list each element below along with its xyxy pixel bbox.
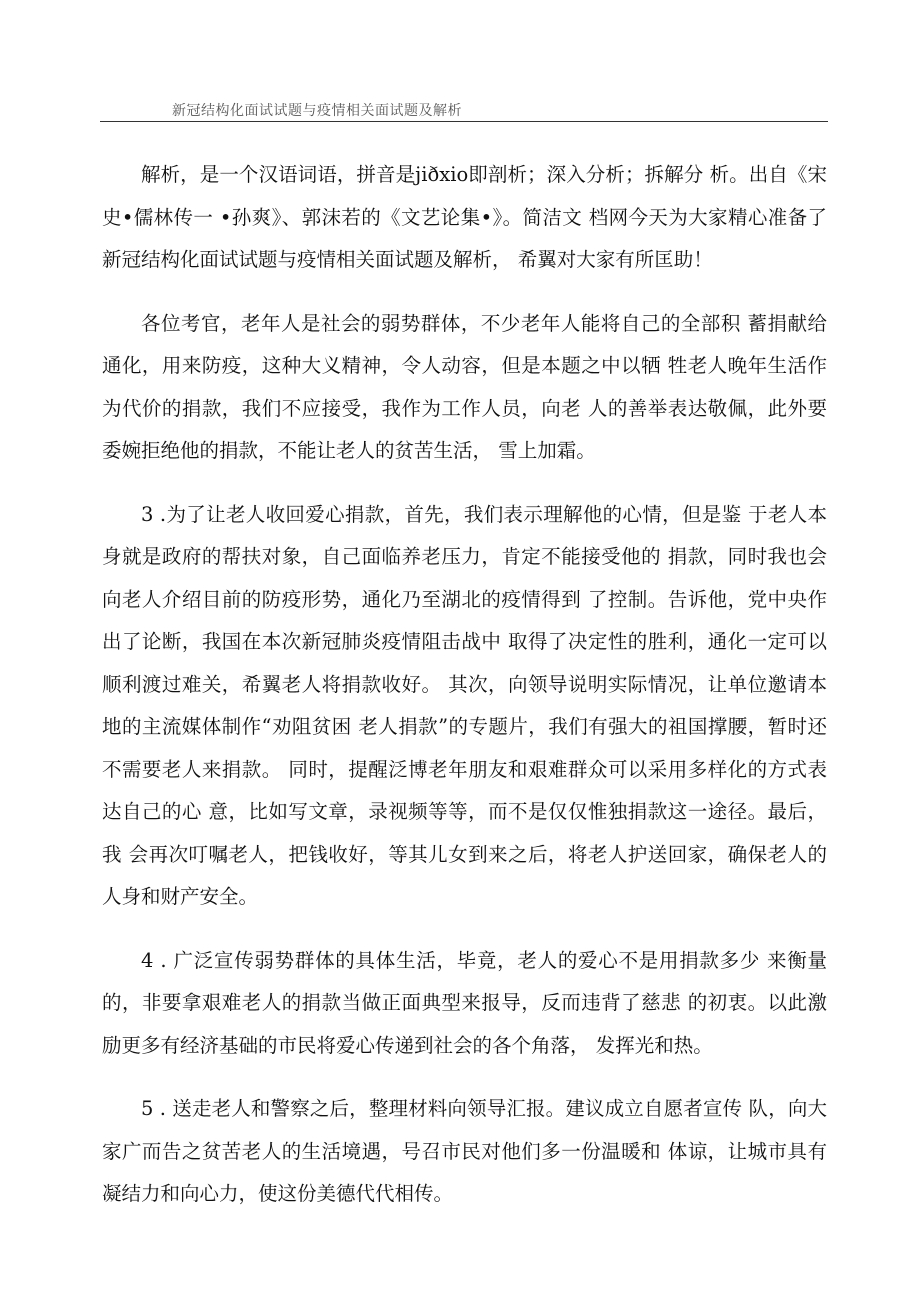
header-divider (100, 121, 828, 122)
paragraph-intro: 解析，是一个汉语词语，拼音是jiðxio即剖析；深入分析；拆解分 析。出自《宋史•儒林传一 •孙爽》、郭沫若的《文艺论集•》。简洁文 档网今天为大家精心准备了新冠结构化面试试题与疫情相关面试题及解析， 希翼对大家有所匡助！ (102, 163, 827, 271)
paragraph-answer-5: 5 . 送走老人和警察之后，整理材料向领导汇报。建议成立自愿者宣传 队，向大家广而告之贫苦老人的生活境遇，号召市民对他们多一份温暖和 体谅，让城市具有凝结力和向心力，使这份美德代代相传。 (102, 1097, 827, 1205)
paragraph-answer-1: 各位考官，老年人是社会的弱势群体，不少老年人能将自己的全部积 蓄捐献给通化，用来防疫，这种大义精神，令人动容，但是本题之中以牺 牲老人晚年生活作为代价的捐款，我们不应接受，我作为工作人员，向老 人的善举表达敬佩，此外要委婉拒绝他的捐款，不能让老人的贫苦生活， 雪上加霜。 (102, 311, 827, 462)
document-body (102, 154, 827, 1237)
page-header-title: 新冠结构化面试试题与疫情相关面试题及解析 (172, 103, 462, 119)
paragraph-answer-4: 4 . 广泛宣传弱势群体的具体生活，毕竟，老人的爱心不是用捐款多少 来衡量的，非要拿艰难老人的捐款当做正面典型来报导，反而违背了慈悲 的初衷。以此激励更多有经济基础的市民将爱心传递到社会的各个角落， 发挥光和热。 (102, 948, 827, 1057)
paragraph-answer-3: 3 .为了让老人收回爱心捐款，首先，我们表示理解他的心情，但是鉴 于老人本身就是政府的帮扶对象，自己面临养老压力，肯定不能接受他的 捐款，同时我也会向老人介绍目前的防疫形势，通化乃至湖北的疫情得到 了控制。告诉他，党中央作出了论断，我国在本次新冠肺炎疫情阻击战中 取得了决定性的胜利，通化一定可以顺利渡过难关，希翼老人将捐款收好。 其次，向领导说明实际情况，让单位邀请本地的主流媒体制作“劝阻贫困 老人捐款”的专题片，我们有强大的祖国撑腰，暂时还不需要老人来捐款。 同时，提醒泛博老年朋友和艰难群众可以采用多样化的方式表达自己的心 意，比如写文章，录视频等等，而不是仅仅惟独捐款这一途径。最后，我 会再次叮嘱老人，把钱收好，等其儿女到来之后，将老人护送回家，确保老人的人身和财产安全。 (102, 502, 827, 908)
